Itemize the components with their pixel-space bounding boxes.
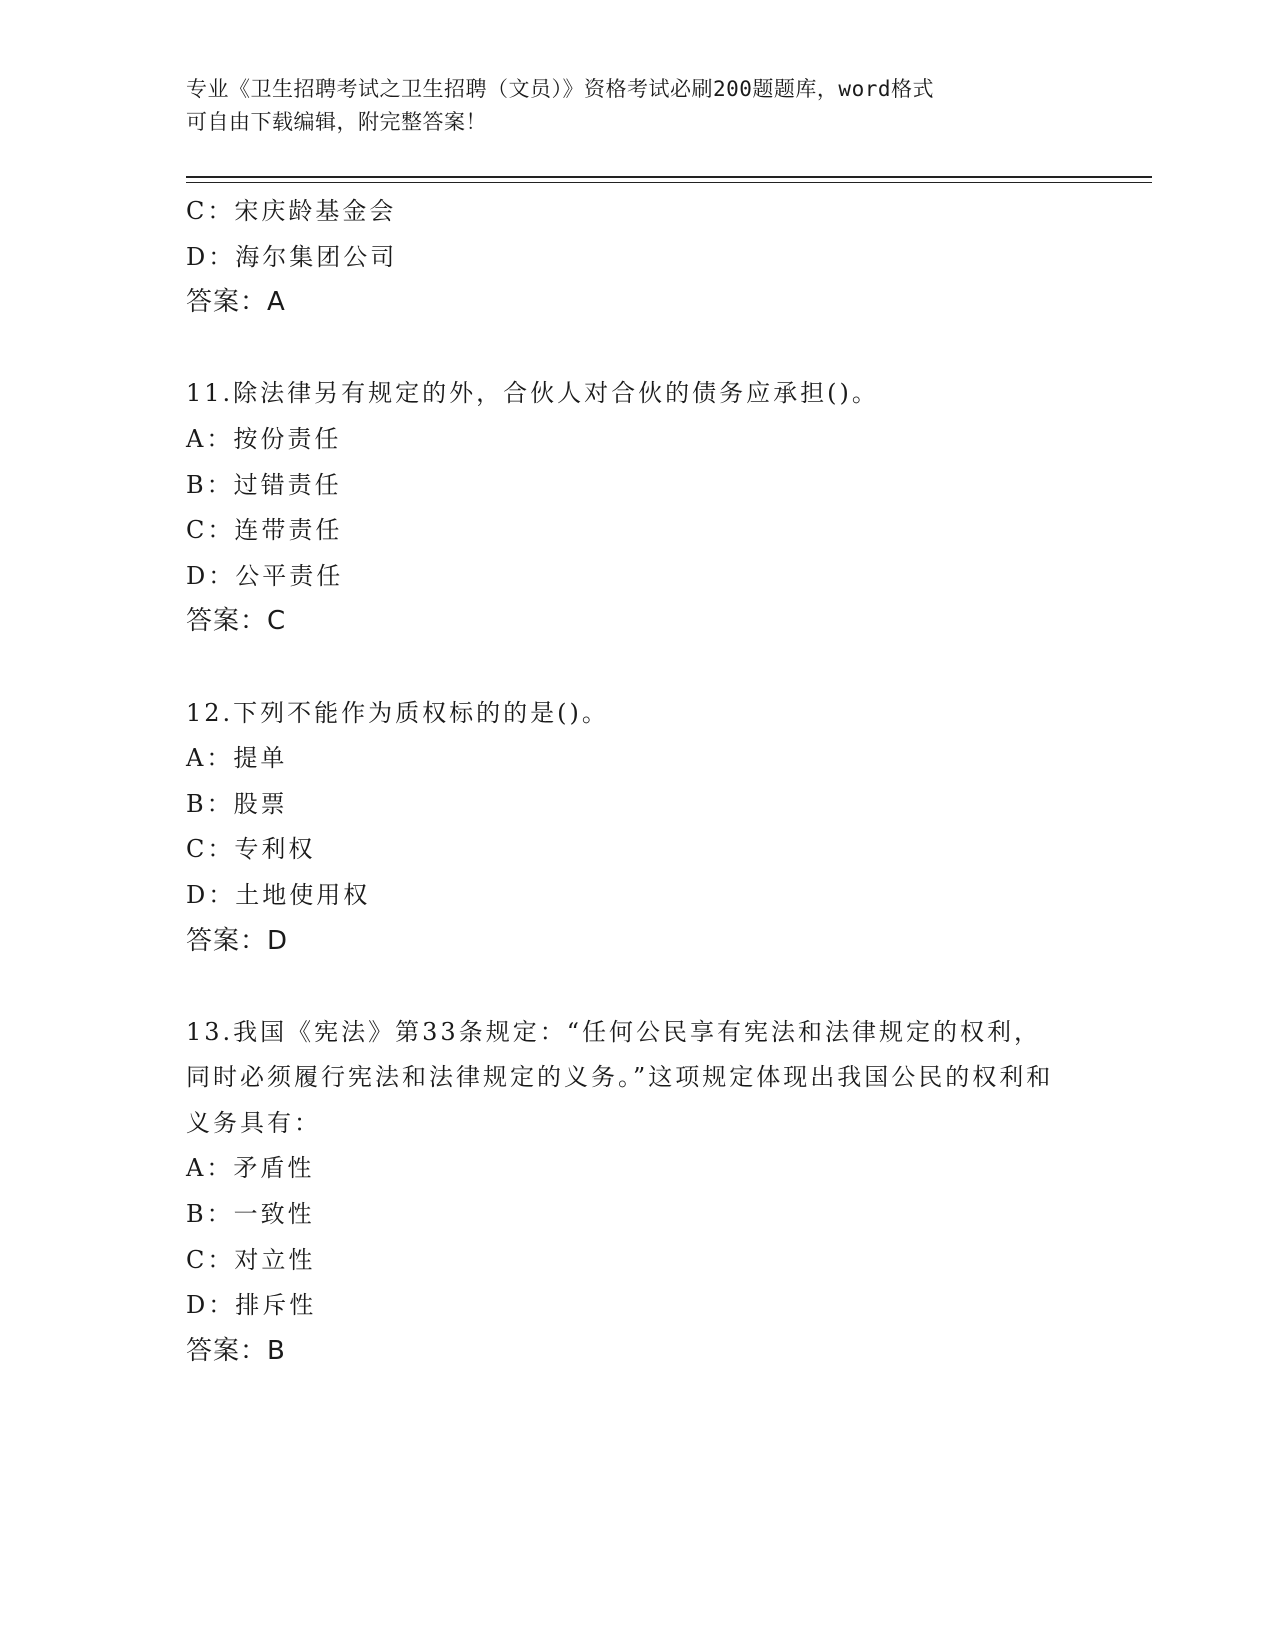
answer-line: 答案：C — [186, 606, 287, 637]
option-d: D：海尔集团公司 — [186, 242, 398, 271]
option-d: D：土地使用权 — [186, 880, 371, 909]
option-c: C：专利权 — [186, 835, 316, 864]
option-a: A：提单 — [186, 744, 288, 773]
document-header — [186, 73, 1066, 139]
answer-line: 答案：D — [186, 925, 289, 956]
option-b: B：股票 — [186, 789, 288, 818]
option-c: C：对立性 — [186, 1245, 316, 1274]
question-12 — [186, 691, 1066, 965]
header-divider-thick — [186, 176, 1152, 178]
question-stem: 12.下列不能作为质权标的的是()。 — [186, 698, 609, 727]
option-b: B：一致性 — [186, 1200, 315, 1229]
option-b: B：过错责任 — [186, 470, 342, 499]
question-stem: 11.除法律另有规定的外，合伙人对合伙的债务应承担()。 — [186, 379, 879, 408]
option-d: D：排斥性 — [186, 1291, 317, 1320]
option-d: D：公平责任 — [186, 561, 344, 590]
question-13 — [186, 1010, 1066, 1375]
question-11 — [186, 371, 1066, 645]
question-stem: 13.我国《宪法》第33条规定：“任何公民享有宪法和法律规定的权利，同时必须履行宪法和法律规定的义务。”这项规定体现出我国公民的权利和义务具有： — [186, 1017, 1054, 1137]
option-c: C：宋庆龄基金会 — [186, 197, 397, 225]
header-divider-thin — [186, 182, 1152, 183]
option-a: A：矛盾性 — [186, 1154, 315, 1183]
spacer — [186, 326, 1066, 372]
header-title-line-1: 专业《卫生招聘考试之卫生招聘（文员）》资格考试必刷200题题库，word格式 — [186, 77, 934, 101]
option-c: C：连带责任 — [186, 516, 343, 545]
option-a: A：按份责任 — [186, 424, 342, 453]
spacer — [186, 645, 1066, 691]
spacer — [186, 964, 1066, 1010]
header-title-line-2: 可自由下载编辑，附完整答案！ — [186, 110, 487, 134]
question-10-continued — [186, 189, 1066, 326]
question-list — [186, 189, 1066, 1374]
answer-line: 答案：A — [186, 287, 286, 318]
answer-line: 答案：B — [186, 1335, 286, 1366]
